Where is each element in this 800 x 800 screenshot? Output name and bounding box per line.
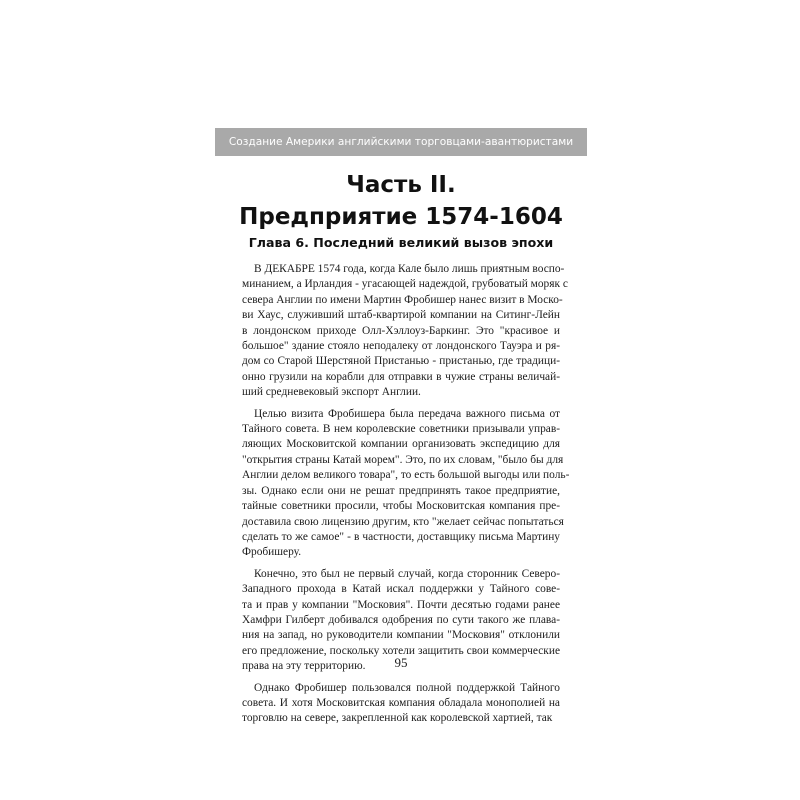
text-line: доставила свою лицензию другим, кто "желает сейчас попытаться bbox=[242, 515, 564, 528]
page-number: 95 bbox=[394, 655, 408, 670]
paragraph bbox=[242, 681, 560, 727]
text-line: ляющих Московитской компании организовать экспедицию для bbox=[242, 438, 560, 451]
text-line: зы. Однако если они не решат предпринять такое предприятие, bbox=[242, 484, 560, 497]
text-line: севера Англии по имени Мартин Фробишер нанес визит в Моско- bbox=[242, 293, 563, 306]
text-line: Фробишеру. bbox=[242, 546, 302, 559]
part-title bbox=[215, 170, 587, 232]
text-line: ния на запад, но руководители компании "Московия" отклонили bbox=[242, 629, 560, 642]
text-line: ви Хаус, служивший штаб-квартирой компании на Ситинг-Лейн bbox=[242, 309, 560, 322]
chapter-title: Глава 6. Последний великий вызов эпохи bbox=[248, 235, 554, 250]
text-line: совета. И хотя Московитская компания обладала монополией на bbox=[242, 696, 560, 709]
text-line: В ДЕКАБРЕ 1574 года, когда Кале было лишь приятным воспо- bbox=[254, 263, 565, 275]
text-line: онно грузили на корабли для отправки в чужие страны величай- bbox=[242, 370, 560, 383]
text-line: в лондонском приходе Олл-Хэллоуз-Баркинг. Это "красивое и bbox=[242, 324, 560, 337]
paragraph bbox=[242, 262, 568, 401]
text-line: та и прав у компании "Московия". Почти десятью годами ранее bbox=[242, 598, 560, 611]
running-header-title: Создание Америки английскими торговцами-авантюристами bbox=[228, 136, 574, 148]
text-line: торговлю на севере, закрепленной как королевской хартией, так bbox=[242, 712, 553, 725]
running-header bbox=[215, 128, 587, 156]
text-line: Однако Фробишер пользовался полной поддержкой Тайного bbox=[254, 681, 560, 694]
text-line: "открытия страны Катай морем". Это, по их словам, "было бы для bbox=[242, 453, 564, 466]
text-line: большое" здание стояло неподалеку от лондонского Тауэра и ря- bbox=[242, 340, 560, 353]
text-line: права на эту территорию. bbox=[242, 660, 366, 673]
text-line: Конечно, это был не первый случай, когда сторонник Северо- bbox=[254, 567, 560, 580]
text-line: Западного прохода в Катай искал поддержки у Тайного сове- bbox=[242, 583, 560, 596]
paragraph bbox=[242, 407, 570, 561]
text-line: Тайного совета. В нем королевские советники призывали управ- bbox=[242, 423, 560, 436]
text-line: Англии делом великого товара", то есть большой выгоды или поль- bbox=[242, 469, 570, 482]
text-line: его предложение, поскольку хотели защитить свои коммерческие bbox=[242, 644, 560, 657]
text-line: минанием, а Ирландия - угасающей надеждой, грубоватый моряк с bbox=[242, 278, 568, 291]
text-line: сделать то же самое" - в частности, доставщику письма Мартину bbox=[242, 530, 560, 543]
part-title-line2: Предприятие 1574-1604 bbox=[239, 204, 563, 230]
text-line: Хамфри Гилберт добивался одобрения по сути такого же плава- bbox=[242, 613, 560, 626]
text-line: тайные советники просили, чтобы Московитская компания пре- bbox=[242, 500, 560, 513]
text-line: Целью визита Фробишера была передача важного письма от bbox=[254, 407, 560, 420]
text-line: дом со Старой Шерстяной Пристанью - пристанью, где традици- bbox=[242, 355, 560, 368]
part-title-line1: Часть II. bbox=[346, 172, 456, 198]
text-line: ший средневековый экспорт Англии. bbox=[242, 386, 421, 399]
